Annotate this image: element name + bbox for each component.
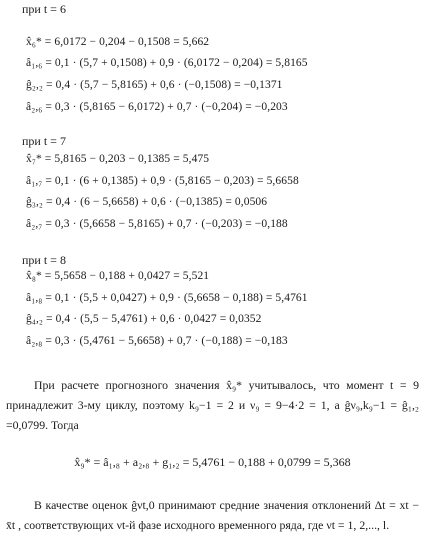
- equation-a28: â₂,₈ = 0,3 · (5,4761 − 5,6658) + 0,7 · (−0,188) = −0,183: [26, 335, 288, 347]
- equation-x6: x̂₆* = 6,0172 − 0,204 − 0,1508 = 5,662: [26, 36, 210, 48]
- paragraph-forecast: [6, 375, 419, 435]
- paragraph-forecast-text: При расчете прогнозного значения x̂₉* учитывалось, что момент t = 9 принадлежит 3-му циклу, поэтому k₉−1 = 2 и ν₉ = 9−4·2 = 1, а ĝν₉,k₉−1 = ĝ₁,₂ =0,0799. Тогда: [6, 378, 419, 432]
- equation-a27: â₂,₇ = 0,3 · (5,6658 − 5,8165) + 0,7 · (−0,203) = −0,188: [26, 218, 288, 230]
- section-heading-t8: при t = 8: [22, 253, 66, 267]
- equation-x7: x̂₇* = 5,8165 − 0,203 − 0,1385 = 5,475: [26, 153, 210, 165]
- equation-a17: â₁,₇ = 0,1 · (6 + 0,1385) + 0,9 · (5,8165 − 0,203) = 5,6658: [26, 175, 299, 187]
- equation-g42: ĝ₄,₂ = 0,4 · (5,5 − 5,4761) + 0,6 · 0,0427 = 0,0352: [26, 313, 262, 325]
- section-heading-t6: при t = 6: [22, 2, 66, 16]
- equation-g22: ĝ₂,₂ = 0,4 · (5,7 − 5,8165) + 0,6 · (−0,1508) = −0,1371: [26, 79, 283, 91]
- equation-g32: ĝ₃,₂ = 0,4 · (6 − 5,6658) + 0,6 · (−0,1385) = 0,0506: [26, 196, 268, 208]
- paragraph-estimates-text: В качестве оценок ĝνt,0 принимают средние значения отклонений Δt = xt − x̄t , соответствующих νt-й фазе исходного временного ряда, где νt = 1, 2,..., l.: [6, 498, 419, 532]
- equation-a18: â₁,₈ = 0,1 · (5,5 + 0,0427) + 0,9 · (5,6658 − 0,188) = 5,4761: [26, 292, 308, 304]
- forecast-formula: x̂₉* = â₁,₈ + a₂,₈ + g₁,₂ = 5,4761 − 0,188 + 0,0799 = 5,368: [74, 455, 351, 469]
- equation-x8: x̂₈* = 5,5658 − 0,188 + 0,0427 = 5,521: [26, 270, 210, 282]
- equation-a16: â₁,₆ = 0,1 · (5,7 + 0,1508) + 0,9 · (6,0172 − 0,204) = 5,8165: [26, 57, 308, 69]
- equation-a26: â₂,₆ = 0,3 · (5,8165 − 6,0172) + 0,7 · (−0,204) = −0,203: [26, 101, 288, 113]
- paragraph-estimates: [6, 495, 419, 535]
- section-heading-t7: при t = 7: [22, 134, 66, 148]
